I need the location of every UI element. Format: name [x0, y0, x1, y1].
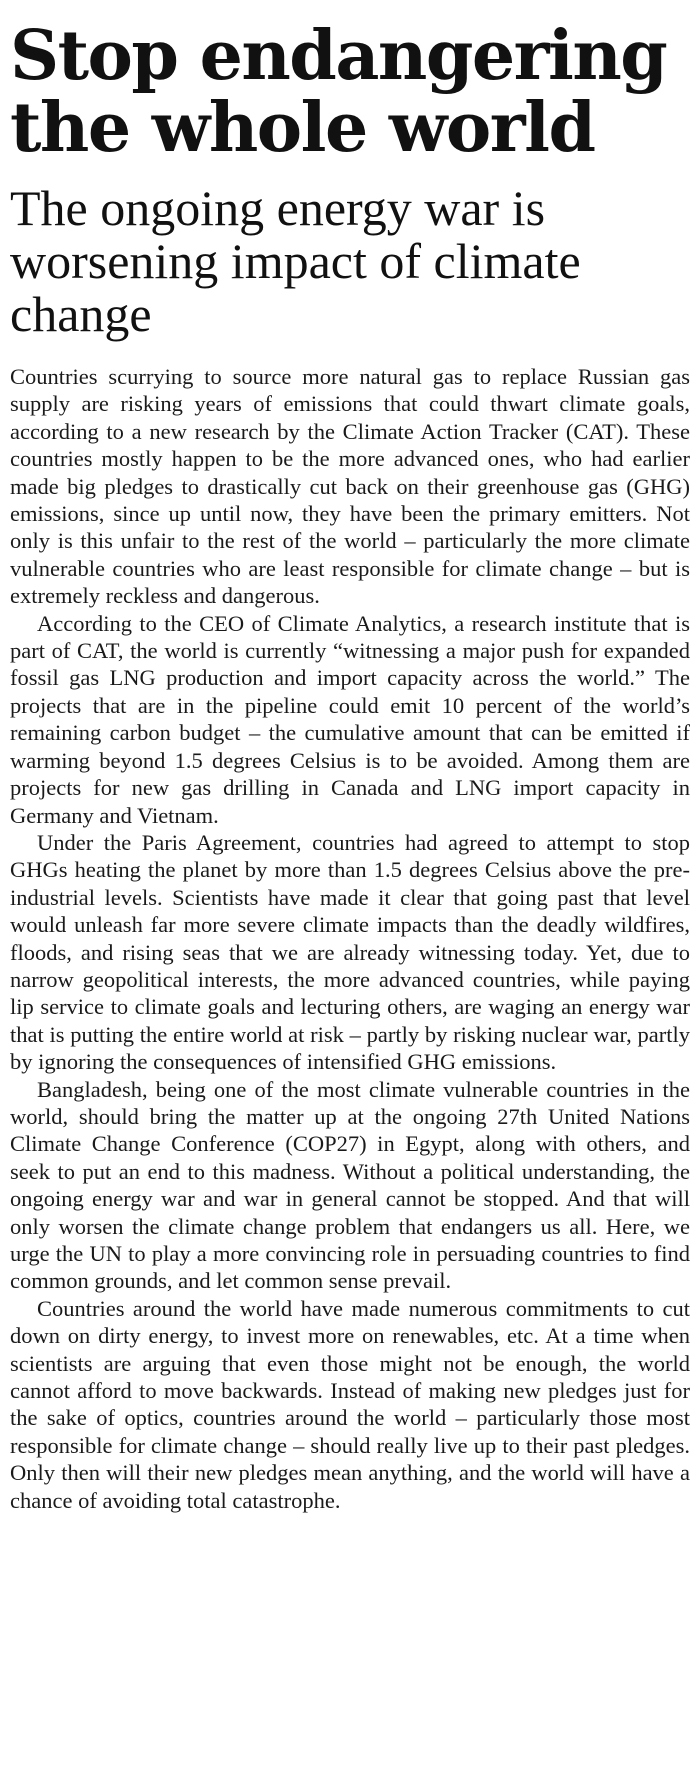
body-paragraph: Countries around the world have made numerous commitments to cut down on dirty energy, to invest more on renewables, etc. At a time when scientists are arguing that even those might not be enough, the world cannot afford to move backwards. Instead of making new pledges just for the sake of optics, countries around the world – particularly those most responsible for climate change – should really live up to their past pledges. Only then will their new pledges mean anything, and the world will have a chance of avoiding total catastrophe.	[10, 1295, 690, 1513]
body-paragraph: Bangladesh, being one of the most climate vulnerable countries in the world, should bring the matter up at the ongoing 27th United Nations Climate Change Conference (COP27) in Egypt, along with others, and seek to put an end to this madness. Without a political understanding, the ongoing energy war and war in general cannot be stopped. And that will only worsen the climate change problem that endangers us all. Here, we urge the UN to play a more convincing role in persuading countries to find common grounds, and let common sense prevail.	[10, 1076, 690, 1294]
article-body	[10, 363, 690, 1514]
article-headline: Stop endangering the whole world	[10, 16, 667, 168]
body-paragraph: Countries scurrying to source more natural gas to replace Russian gas supply are risking years of emissions that could thwart climate goals, according to a new research by the Climate Action Tracker (CAT). These countries mostly happen to be the more advanced ones, who had earlier made big pledges to drastically cut back on their greenhouse gas (GHG) emissions, since up until now, they have been the primary emitters. Not only is this unfair to the rest of the world – particularly the more climate vulnerable countries who are least responsible for climate change – but is extremely reckless and dangerous.	[10, 364, 690, 609]
article-subheadline: The ongoing energy war is worsening impact of climate change	[10, 180, 581, 342]
body-paragraph: Under the Paris Agreement, countries had agreed to attempt to stop GHGs heating the planet by more than 1.5 degrees Celsius above the pre-industrial levels. Scientists have made it clear that going past that level would unleash far more severe climate impacts than the deadly wildfires, floods, and rising seas that we are already witnessing today. Yet, due to narrow geopolitical interests, the more advanced countries, while paying lip service to climate goals and lecturing others, are waging an energy war that is putting the entire world at risk – partly by risking nuclear war, partly by ignoring the consequences of intensified GHG emissions.	[10, 829, 690, 1075]
body-paragraph: According to the CEO of Climate Analytics, a research institute that is part of CAT, the world is currently “witnessing a major push for expanded fossil gas LNG production and import capacity across the world.” The projects that are in the pipeline could emit 10 percent of the world’s remaining carbon budget – the cumulative amount that can be emitted if warming beyond 1.5 degrees Celsius is to be avoided. Among them are projects for new gas drilling in Canada and LNG import capacity in Germany and Vietnam.	[10, 610, 690, 828]
